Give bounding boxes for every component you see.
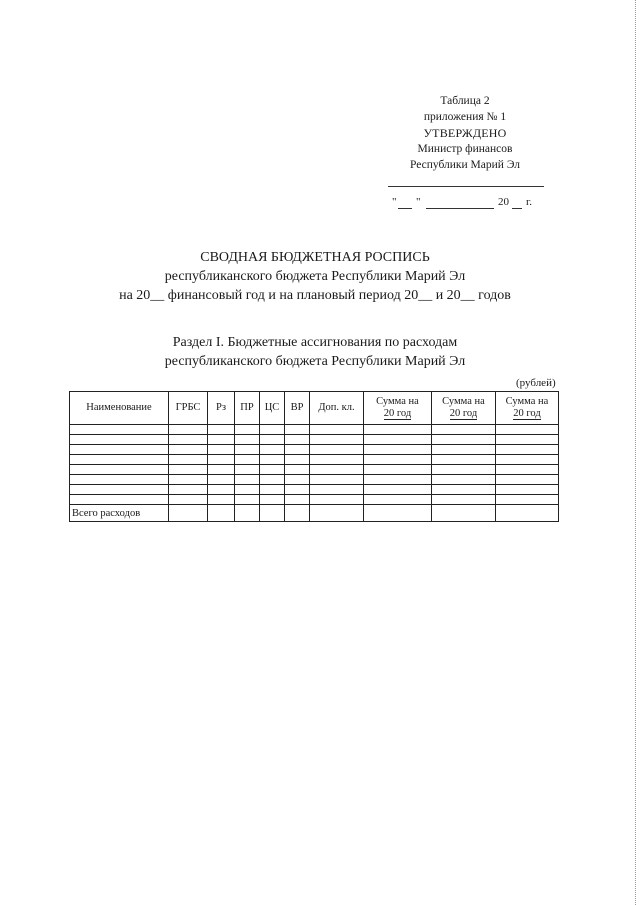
table-cell [70,475,169,485]
col-header-sum-3 [496,392,559,425]
table-cell [169,475,208,485]
section-line-2: республиканского бюджета Республики Марий Эл [164,354,466,369]
table-cell [496,495,559,505]
table-cell [208,425,235,435]
table-cell [285,425,310,435]
date-year-prefix: 20 [498,196,509,208]
section-heading [60,333,570,371]
empty-rows [70,425,559,505]
table-cell [432,455,496,465]
total-cell [432,505,496,522]
table-cell [235,435,260,445]
section-line-1: Раздел I. Бюджетные ассигнования по расходам [172,335,458,350]
table-cell [169,485,208,495]
table-cell [496,485,559,495]
sum-3-label: Сумма на [505,396,549,407]
table-cell [70,425,169,435]
table-cell [310,445,364,455]
table-cell [310,475,364,485]
table-cell [364,465,432,475]
page-edge [634,0,636,905]
table-cell [285,495,310,505]
table-cell [260,475,285,485]
table-cell [208,475,235,485]
table-cell [70,485,169,495]
table-cell [260,465,285,475]
date-year-unit: г. [526,196,533,208]
table-cell [235,495,260,505]
republic-name: Республики Марий Эл [409,159,520,171]
day-blank [398,196,412,209]
col-header-vr: ВР [285,392,310,425]
table-cell [496,445,559,455]
table-cell [432,485,496,495]
appendix-number: приложения № 1 [423,111,507,123]
table-row [70,425,559,435]
table-cell [169,445,208,455]
approved-stamp: УТВЕРЖДЕНО [423,126,507,140]
table-cell [285,465,310,475]
date-quote-open: " [392,196,397,208]
col-header-rz: Рз [208,392,235,425]
table-cell [310,425,364,435]
table-cell [70,445,169,455]
table-cell [432,475,496,485]
table-cell [235,445,260,455]
table-reference [380,93,550,125]
table-cell [70,435,169,445]
sum-1-year: 20 год [383,408,412,419]
table-cell [364,475,432,485]
table-cell [496,425,559,435]
table-row [70,495,559,505]
col-header-sum-2 [432,392,496,425]
table-cell [169,425,208,435]
table-cell [432,445,496,455]
col-header-cs: ЦС [260,392,285,425]
table-row [70,435,559,445]
table-row [70,445,559,455]
table-cell [496,435,559,445]
table-cell [260,455,285,465]
table-cell [364,445,432,455]
sum-3-year: 20 год [513,408,541,419]
signature-line [388,186,544,187]
table-cell [70,455,169,465]
total-cell [285,505,310,522]
table-cell [235,425,260,435]
table-cell [70,465,169,475]
title-line-2: республиканского бюджета Республики Марий Эл [164,269,466,284]
table-cell [169,465,208,475]
table-cell [364,485,432,495]
table-cell [260,425,285,435]
table-cell [432,435,496,445]
title-line-1: СВОДНАЯ БЮДЖЕТНАЯ РОСПИСЬ [200,250,430,265]
col-header-grbs: ГРБС [169,392,208,425]
total-cell [364,505,432,522]
date-quote-close: " [416,196,421,208]
table-cell [169,435,208,445]
table-cell [496,475,559,485]
table-cell [310,485,364,495]
approval-block [380,125,550,173]
table-cell [310,455,364,465]
table-row [70,475,559,485]
table-cell [169,455,208,465]
table-cell [208,435,235,445]
table-cell [169,495,208,505]
table-row [70,465,559,475]
date-line [388,196,548,210]
minister-title: Министр финансов [417,143,513,155]
table-cell [310,495,364,505]
units-label: (рублей) [516,377,556,389]
table-cell [432,465,496,475]
budget-table [69,391,559,522]
total-cell [496,505,559,522]
table-row [70,485,559,495]
table-header-row [70,392,559,425]
col-header-extra: Доп. кл. [310,392,364,425]
table-cell [260,445,285,455]
table-cell [432,425,496,435]
table-cell [496,455,559,465]
sum-2-label: Сумма на [442,396,485,407]
total-cell [235,505,260,522]
table-cell [364,495,432,505]
total-cell [169,505,208,522]
table-cell [208,465,235,475]
table-cell [364,435,432,445]
table-cell [235,475,260,485]
table-cell [310,465,364,475]
table-cell [364,455,432,465]
table-cell [285,445,310,455]
table-cell [208,495,235,505]
year-blank [512,196,522,209]
table-cell [235,455,260,465]
table-cell [310,435,364,445]
table-cell [260,435,285,445]
table-cell [496,465,559,475]
table-cell [364,425,432,435]
table-cell [208,485,235,495]
total-cell [208,505,235,522]
table-cell [235,465,260,475]
month-blank [426,196,494,209]
col-header-pr: ПР [235,392,260,425]
table-cell [235,485,260,495]
title-line-3: на 20__ финансовый год и на плановый период 20__ и 20__ годов [119,288,511,303]
table-number: Таблица 2 [440,95,490,107]
sum-1-label: Сумма на [376,396,419,407]
table-cell [285,475,310,485]
col-header-name: Наименование [70,392,169,425]
col-header-sum-1 [364,392,432,425]
table-cell [208,455,235,465]
total-label: Всего расходов [70,505,169,522]
table-cell [285,435,310,445]
table-row [70,455,559,465]
table-cell [285,455,310,465]
total-cell [260,505,285,522]
total-cell [310,505,364,522]
table-cell [260,495,285,505]
table-cell [432,495,496,505]
table-cell [208,445,235,455]
table-cell [260,485,285,495]
sum-2-year: 20 год [449,408,478,419]
document-title [60,248,570,305]
table-cell [70,495,169,505]
total-row [70,505,559,522]
table-cell [285,485,310,495]
